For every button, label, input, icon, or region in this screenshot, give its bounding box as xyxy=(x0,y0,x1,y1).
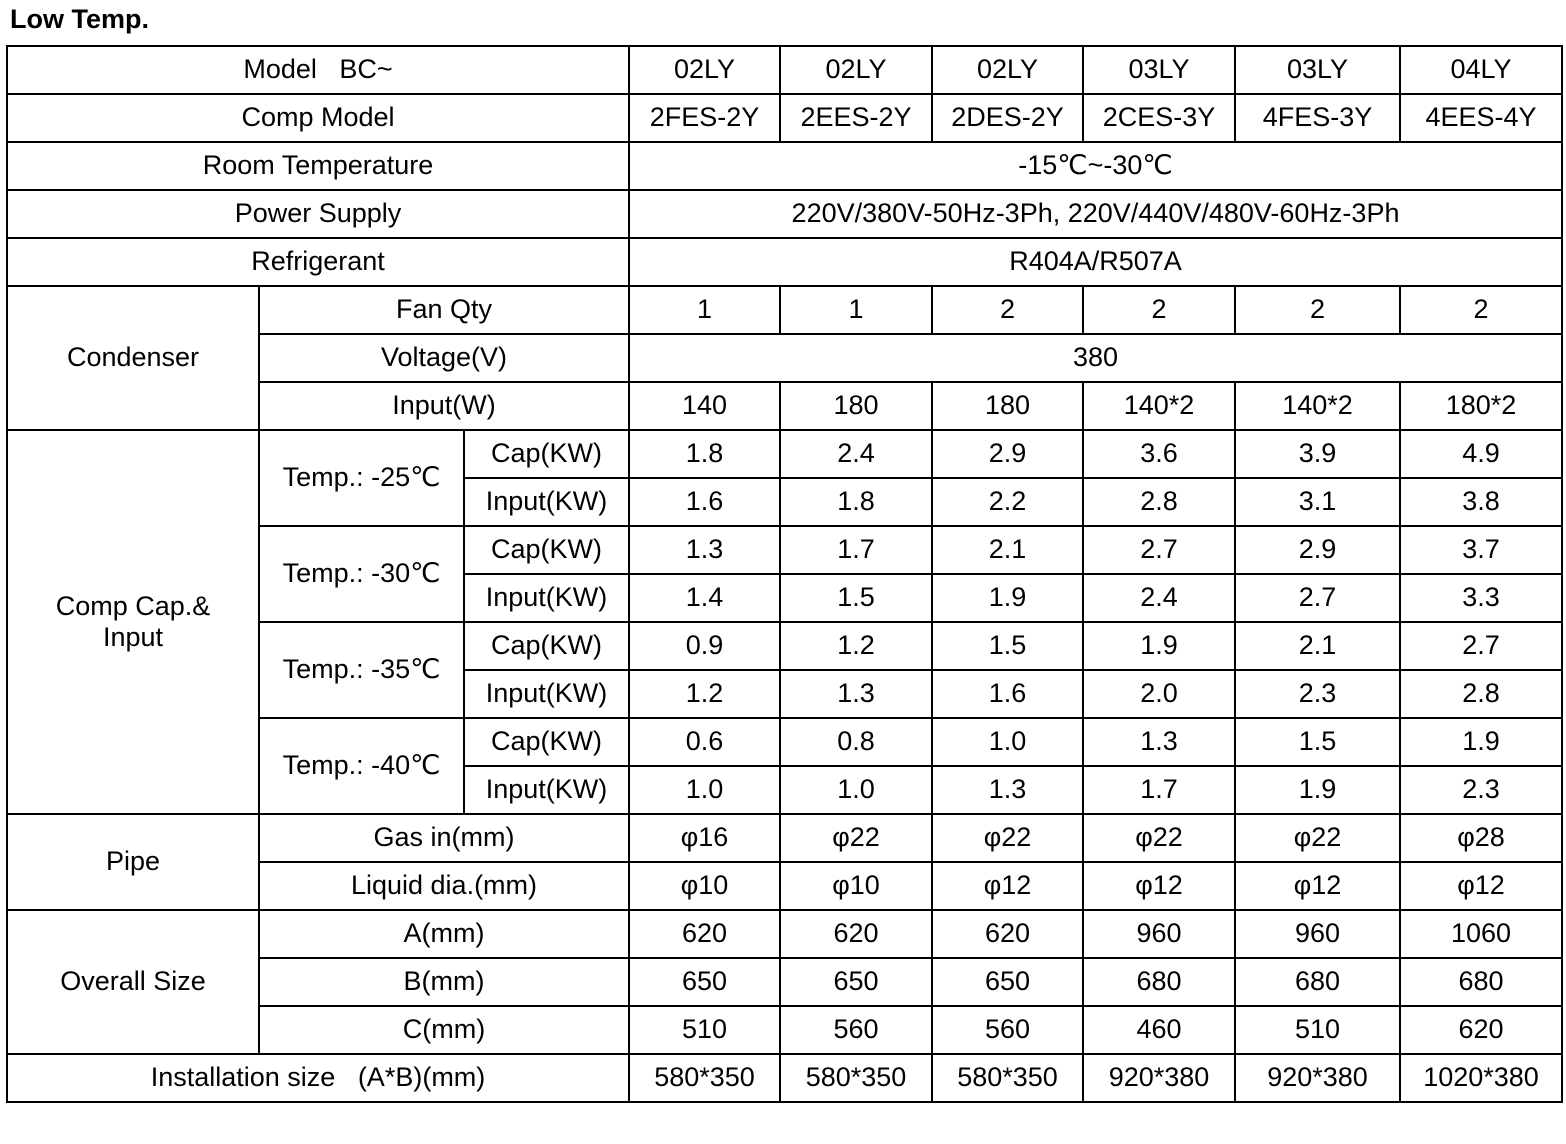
cell-b: 650 xyxy=(629,958,780,1006)
cell-cap: 3.7 xyxy=(1400,526,1562,574)
cell-input: 1.9 xyxy=(932,574,1083,622)
cell-a: 960 xyxy=(1235,910,1400,958)
cell-model: 03LY xyxy=(1235,46,1400,94)
cell-comp-model: 2EES-2Y xyxy=(780,94,932,142)
cell-a: 960 xyxy=(1083,910,1235,958)
cell-cap: 1.3 xyxy=(1083,718,1235,766)
cell-liquid-dia: φ12 xyxy=(1400,862,1562,910)
row-power-supply xyxy=(7,190,1562,238)
cell-gas-in: φ22 xyxy=(1083,814,1235,862)
cell-liquid-dia: φ12 xyxy=(1083,862,1235,910)
cell-input: 1.0 xyxy=(780,766,932,814)
label-room-temperature: Room Temperature xyxy=(7,142,629,190)
cell-model: 02LY xyxy=(780,46,932,94)
cell-installation: 920*380 xyxy=(1083,1054,1235,1102)
group-condenser: Condenser xyxy=(7,286,259,430)
cell-input: 2.3 xyxy=(1400,766,1562,814)
cell-cap: 2.1 xyxy=(932,526,1083,574)
label-cap-kw: Cap(KW) xyxy=(464,622,629,670)
cell-gas-in: φ16 xyxy=(629,814,780,862)
cell-a: 620 xyxy=(780,910,932,958)
cell-cap: 1.3 xyxy=(629,526,780,574)
temp-label: Temp.: -40℃ xyxy=(259,718,464,814)
label-model: Model BC~ xyxy=(7,46,629,94)
row-a-mm xyxy=(7,910,1562,958)
row-refrigerant xyxy=(7,238,1562,286)
cell-cap: 0.6 xyxy=(629,718,780,766)
cell-input: 2.2 xyxy=(932,478,1083,526)
cell-input-w: 140*2 xyxy=(1235,382,1400,430)
cell-installation: 1020*380 xyxy=(1400,1054,1562,1102)
row-comp-model xyxy=(7,94,1562,142)
cell-a: 620 xyxy=(932,910,1083,958)
cell-room-temperature: -15℃~-30℃ xyxy=(629,142,1562,190)
label-cap-kw: Cap(KW) xyxy=(464,430,629,478)
cell-model: 02LY xyxy=(629,46,780,94)
cell-input: 1.9 xyxy=(1235,766,1400,814)
label-input-kw: Input(KW) xyxy=(464,574,629,622)
cell-b: 680 xyxy=(1083,958,1235,1006)
cell-input: 1.3 xyxy=(932,766,1083,814)
cell-c: 510 xyxy=(629,1006,780,1054)
temp-label: Temp.: -25℃ xyxy=(259,430,464,526)
row-cap-minus-25 xyxy=(7,430,1562,478)
label-power-supply: Power Supply xyxy=(7,190,629,238)
row-installation xyxy=(7,1054,1562,1102)
cell-comp-model: 2CES-3Y xyxy=(1083,94,1235,142)
cell-cap: 1.2 xyxy=(780,622,932,670)
cell-input-w: 140*2 xyxy=(1083,382,1235,430)
cell-input-w: 140 xyxy=(629,382,780,430)
row-gas-in xyxy=(7,814,1562,862)
cell-input-w: 180*2 xyxy=(1400,382,1562,430)
cell-input: 1.5 xyxy=(780,574,932,622)
label-refrigerant: Refrigerant xyxy=(7,238,629,286)
spec-table xyxy=(6,45,1563,1103)
group-pipe: Pipe xyxy=(7,814,259,910)
cell-input: 1.4 xyxy=(629,574,780,622)
label-voltage: Voltage(V) xyxy=(259,334,629,382)
cell-cap: 3.6 xyxy=(1083,430,1235,478)
cell-cap: 1.0 xyxy=(932,718,1083,766)
cell-input: 1.2 xyxy=(629,670,780,718)
cell-cap: 1.8 xyxy=(629,430,780,478)
cell-comp-model: 2FES-2Y xyxy=(629,94,780,142)
cell-b: 680 xyxy=(1400,958,1562,1006)
cell-model: 02LY xyxy=(932,46,1083,94)
cell-input: 1.6 xyxy=(629,478,780,526)
cell-input: 1.8 xyxy=(780,478,932,526)
cell-installation: 580*350 xyxy=(932,1054,1083,1102)
cell-a: 620 xyxy=(629,910,780,958)
cell-installation: 580*350 xyxy=(629,1054,780,1102)
cell-input: 2.7 xyxy=(1235,574,1400,622)
cell-installation: 580*350 xyxy=(780,1054,932,1102)
cell-cap: 1.5 xyxy=(932,622,1083,670)
cell-power-supply: 220V/380V-50Hz-3Ph, 220V/440V/480V-60Hz-3Ph xyxy=(629,190,1562,238)
cell-input: 2.8 xyxy=(1400,670,1562,718)
cell-gas-in: φ28 xyxy=(1400,814,1562,862)
cell-liquid-dia: φ12 xyxy=(932,862,1083,910)
cell-b: 680 xyxy=(1235,958,1400,1006)
label-comp-model: Comp Model xyxy=(7,94,629,142)
cell-c: 560 xyxy=(932,1006,1083,1054)
label-cap-kw: Cap(KW) xyxy=(464,526,629,574)
cell-input: 2.4 xyxy=(1083,574,1235,622)
cell-comp-model: 4EES-4Y xyxy=(1400,94,1562,142)
label-b-mm: B(mm) xyxy=(259,958,629,1006)
cell-input: 3.3 xyxy=(1400,574,1562,622)
label-liquid-dia: Liquid dia.(mm) xyxy=(259,862,629,910)
page-title: Low Temp. xyxy=(10,4,149,34)
cell-gas-in: φ22 xyxy=(932,814,1083,862)
cell-c: 510 xyxy=(1235,1006,1400,1054)
cell-cap: 1.5 xyxy=(1235,718,1400,766)
cell-cap: 2.4 xyxy=(780,430,932,478)
group-comp-cap-line2: Input xyxy=(102,622,164,652)
label-fan-qty: Fan Qty xyxy=(259,286,629,334)
cell-gas-in: φ22 xyxy=(1235,814,1400,862)
cell-input: 1.0 xyxy=(629,766,780,814)
cell-input: 2.3 xyxy=(1235,670,1400,718)
label-input-kw: Input(KW) xyxy=(464,766,629,814)
cell-input: 1.6 xyxy=(932,670,1083,718)
cell-liquid-dia: φ10 xyxy=(780,862,932,910)
cell-model: 04LY xyxy=(1400,46,1562,94)
label-c-mm: C(mm) xyxy=(259,1006,629,1054)
cell-cap: 3.9 xyxy=(1235,430,1400,478)
cell-b: 650 xyxy=(780,958,932,1006)
group-comp-cap-input xyxy=(7,430,259,814)
cell-cap: 2.9 xyxy=(1235,526,1400,574)
temp-label: Temp.: -35℃ xyxy=(259,622,464,718)
cell-cap: 4.9 xyxy=(1400,430,1562,478)
cell-model: 03LY xyxy=(1083,46,1235,94)
cell-fan-qty: 1 xyxy=(780,286,932,334)
cell-c: 460 xyxy=(1083,1006,1235,1054)
cell-cap: 1.9 xyxy=(1083,622,1235,670)
cell-input: 1.7 xyxy=(1083,766,1235,814)
cell-cap: 1.7 xyxy=(780,526,932,574)
group-comp-cap-line1: Comp Cap.& xyxy=(55,590,211,621)
temp-label: Temp.: -30℃ xyxy=(259,526,464,622)
label-installation: Installation size (A*B)(mm) xyxy=(7,1054,629,1102)
cell-input: 3.1 xyxy=(1235,478,1400,526)
cell-input: 2.8 xyxy=(1083,478,1235,526)
row-room-temperature xyxy=(7,142,1562,190)
cell-fan-qty: 2 xyxy=(932,286,1083,334)
cell-input-w: 180 xyxy=(932,382,1083,430)
label-a-mm: A(mm) xyxy=(259,910,629,958)
cell-fan-qty: 2 xyxy=(1400,286,1562,334)
cell-input: 1.3 xyxy=(780,670,932,718)
cell-comp-model: 2DES-2Y xyxy=(932,94,1083,142)
cell-input-w: 180 xyxy=(780,382,932,430)
label-input-kw: Input(KW) xyxy=(464,670,629,718)
cell-c: 560 xyxy=(780,1006,932,1054)
cell-liquid-dia: φ10 xyxy=(629,862,780,910)
cell-cap: 1.9 xyxy=(1400,718,1562,766)
row-fan-qty xyxy=(7,286,1562,334)
row-model xyxy=(7,46,1562,94)
cell-c: 620 xyxy=(1400,1006,1562,1054)
cell-cap: 2.1 xyxy=(1235,622,1400,670)
cell-fan-qty: 1 xyxy=(629,286,780,334)
cell-input: 3.8 xyxy=(1400,478,1562,526)
cell-refrigerant: R404A/R507A xyxy=(629,238,1562,286)
label-cap-kw: Cap(KW) xyxy=(464,718,629,766)
cell-cap: 2.7 xyxy=(1083,526,1235,574)
cell-b: 650 xyxy=(932,958,1083,1006)
cell-input: 2.0 xyxy=(1083,670,1235,718)
cell-cap: 2.9 xyxy=(932,430,1083,478)
label-input-kw: Input(KW) xyxy=(464,478,629,526)
cell-a: 1060 xyxy=(1400,910,1562,958)
cell-installation: 920*380 xyxy=(1235,1054,1400,1102)
label-input-w: Input(W) xyxy=(259,382,629,430)
cell-cap: 0.8 xyxy=(780,718,932,766)
cell-cap: 2.7 xyxy=(1400,622,1562,670)
cell-fan-qty: 2 xyxy=(1235,286,1400,334)
group-overall-size: Overall Size xyxy=(7,910,259,1054)
cell-cap: 0.9 xyxy=(629,622,780,670)
cell-liquid-dia: φ12 xyxy=(1235,862,1400,910)
label-gas-in: Gas in(mm) xyxy=(259,814,629,862)
cell-fan-qty: 2 xyxy=(1083,286,1235,334)
cell-voltage: 380 xyxy=(629,334,1562,382)
cell-gas-in: φ22 xyxy=(780,814,932,862)
cell-comp-model: 4FES-3Y xyxy=(1235,94,1400,142)
